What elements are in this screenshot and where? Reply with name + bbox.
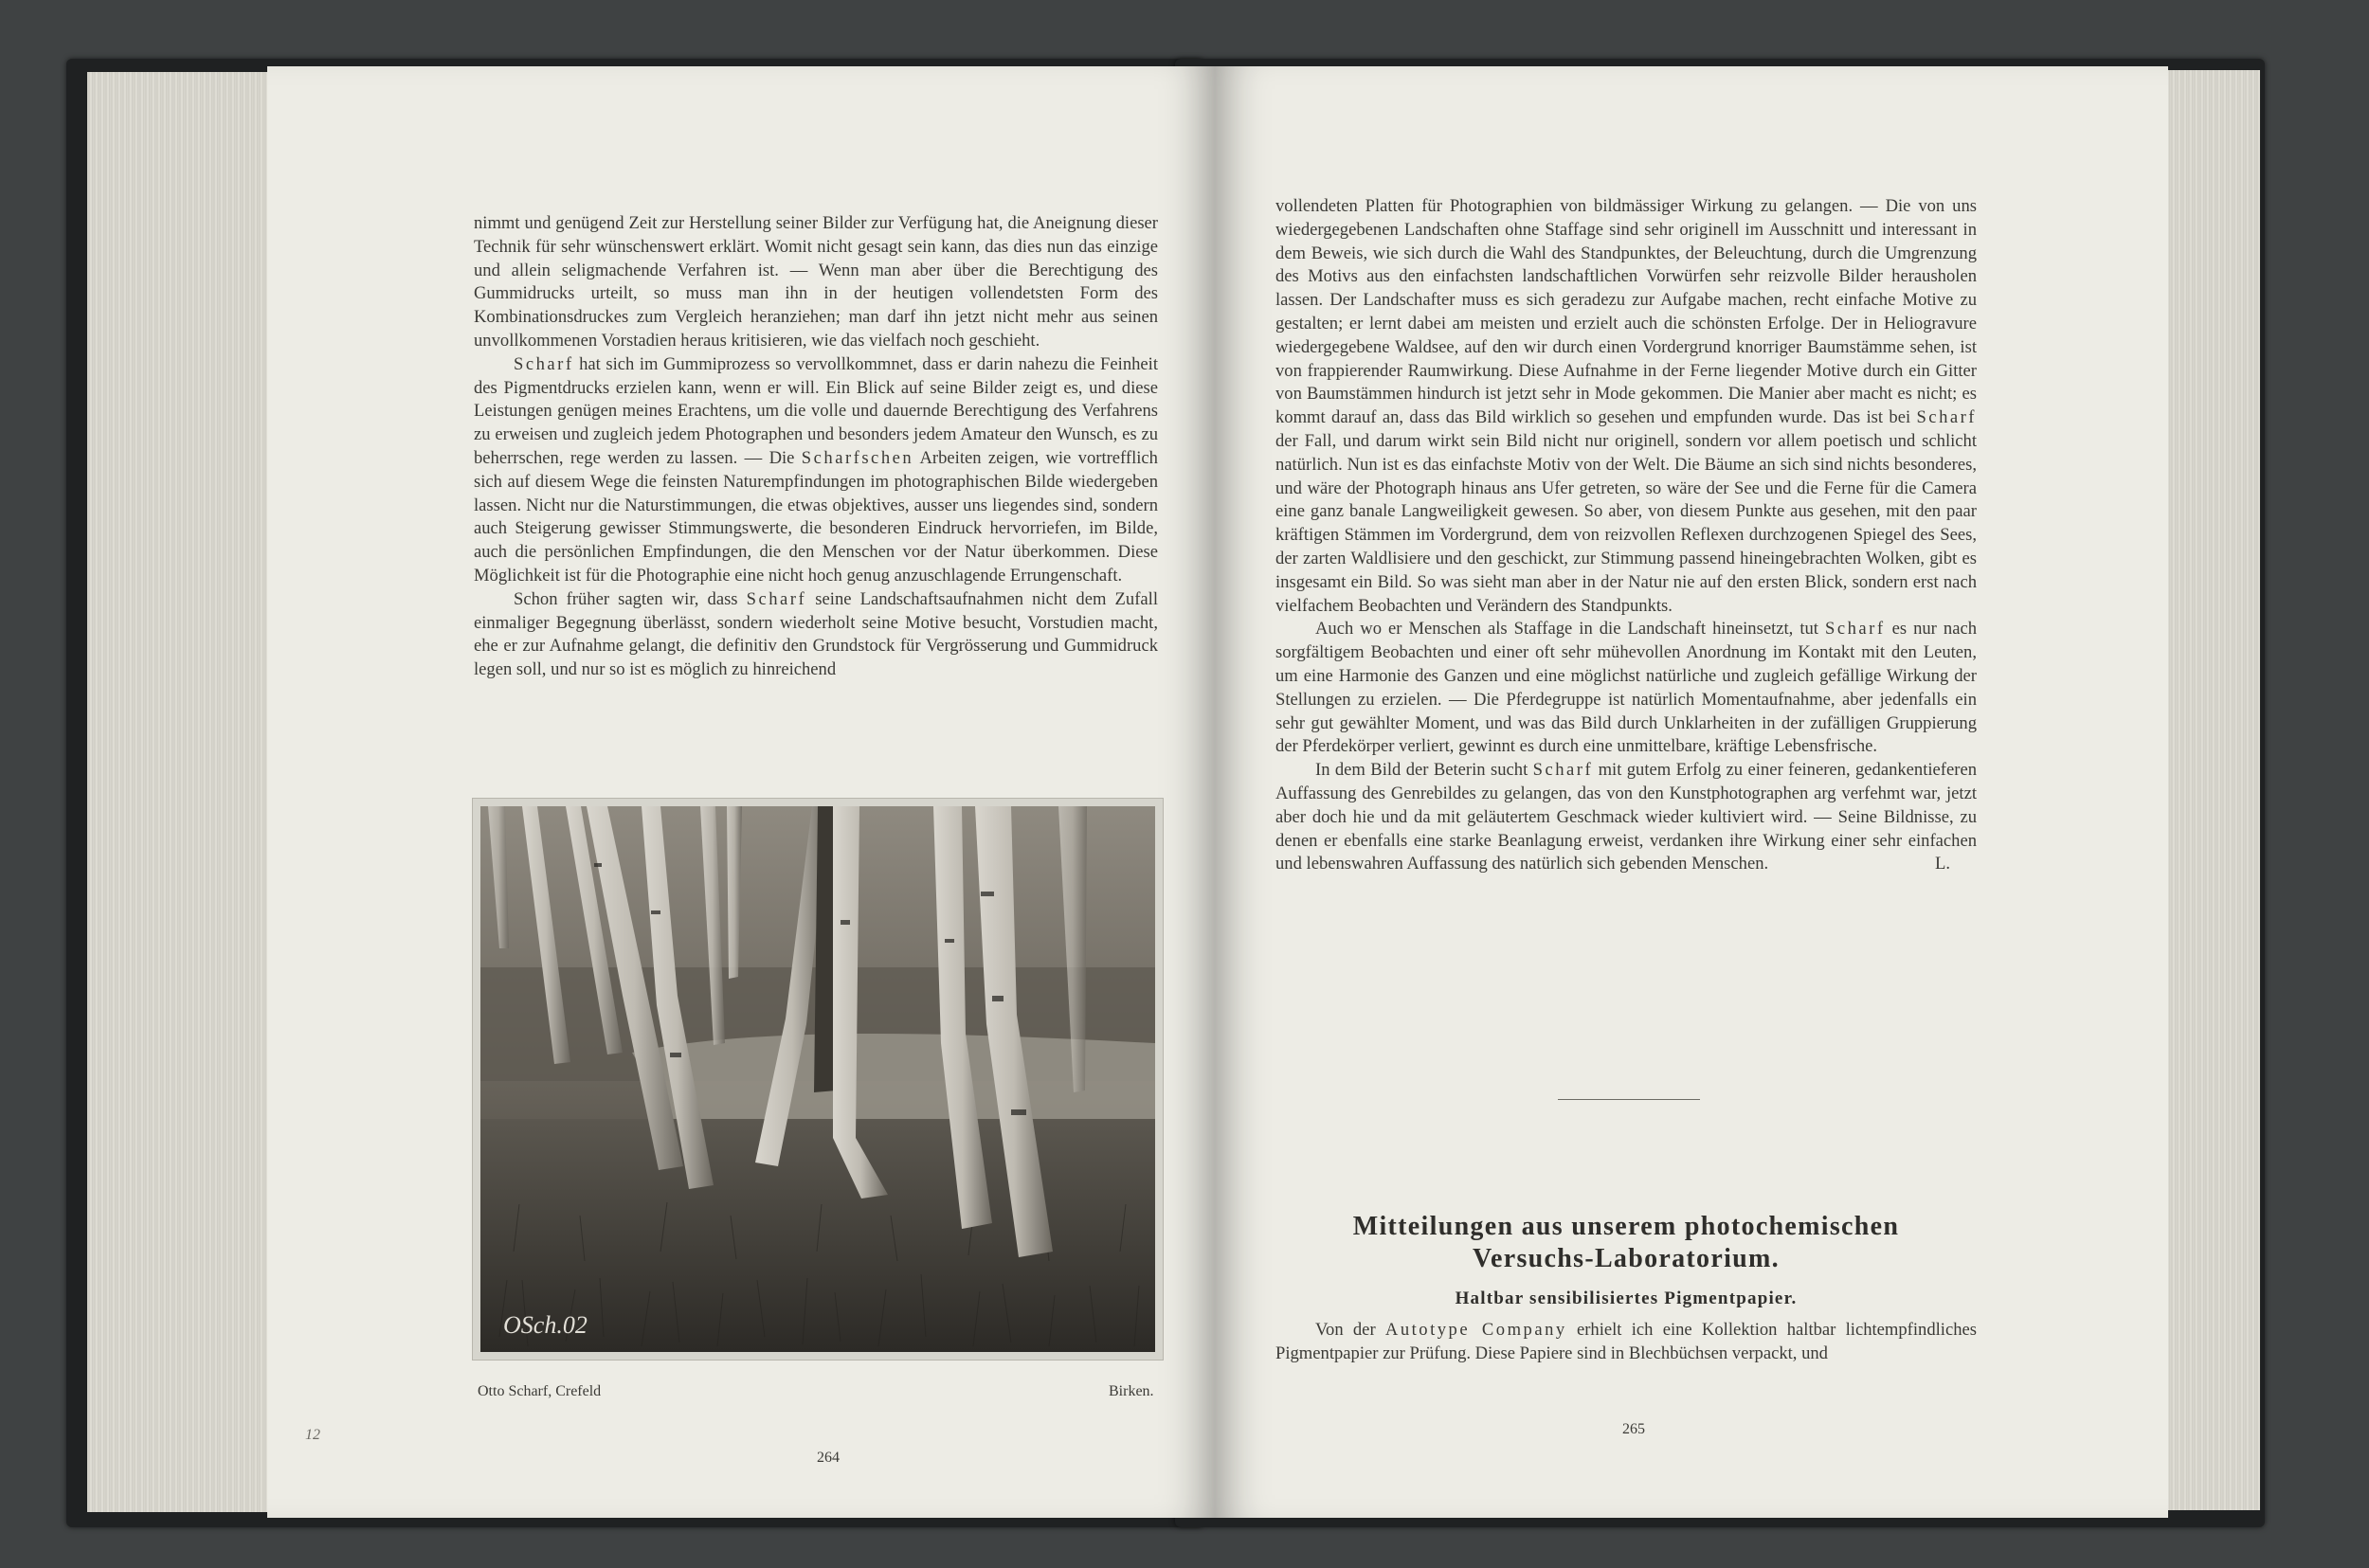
right-paragraph-4: Von der Autotype Company erhielt ich eine Kollektion haltbar lichtempfindliches Pigmentpapier zur Prüfung. Diese Papiere sind in Blechbüchsen verpackt, und xyxy=(1275,1320,1977,1363)
right-text-block xyxy=(1275,195,1977,876)
edge-marker: 12 xyxy=(305,1427,320,1443)
name-scharf: Scharf xyxy=(1825,619,1886,640)
subheading: Haltbar sensibilisiertes Pigmentpapier. xyxy=(1455,1289,1798,1308)
left-text-block xyxy=(474,212,1158,682)
left-paragraph-1: nimmt und genügend Zeit zur Herstellung seiner Bilder zur Verfügung hat, die Aneignung dieser Technik für sehr wünschenswert erklärt. Womit nicht gesagt sein kann, das dies nun das einzige und allein seligmachende Verfahren ist. — Wenn man aber über die Berechtigung des Gummidrucks urteilt, so muss man ihn in der heutigen vollendetsten Form des Kombinationsdruckes zum Vergleich heranziehen; man darf ihn jetzt nicht mehr aus seinen unvollkommenen Vorstadien heraus kritisieren, wie das vielfach noch geschieht. xyxy=(474,213,1158,351)
name-scharf: Scharf xyxy=(1916,407,1977,428)
right-bottom-text xyxy=(1275,1319,1977,1366)
author-signature: L. xyxy=(1934,854,1950,874)
caption-title: Birken. xyxy=(1109,1383,1154,1399)
left-paragraph-2: Scharf hat sich im Gummiprozess so vervollkommnet, dass er darin nahezu die Feinheit des Pigmentdrucks erzielen kann, wenn er will. Ein Blick auf seine Bilder zeigt es, und diese Leistungen genügen meines Erachtens, um die volle und dauernde Berechtigung des Verfahrens zu erweisen und zugleich jedem Photographen und besonders jedem Amateur den Wunsch, es zu beherrschen, rege werden zu lassen. — Die Scharfschen Arbeiten zeigen, wie vortrefflich sich auf diesem Wege die feinsten Naturempfindungen im photographischen Bilde wiedergeben lassen. Nicht nur die Naturstimmungen, die etwas objektives, ausser uns liegendes sind, sondern auch Steigerung gewisser Stimmungswerte, die besonderen Eindruck hervorriefen, im Bilde, auch die persönlichen Empfindungen, die den Menschen vor der Natur überkommen. Diese Möglichkeit ist für die Photographie eine nicht hoch genug anzuschlagende Errungenschaft. xyxy=(474,353,1158,586)
page-number-left: 264 xyxy=(817,1450,840,1466)
left-paragraph-3: Schon früher sagten wir, dass Scharf seine Landschaftsaufnahmen nicht dem Zufall einmaliger Begegnung überlässt, sondern wiederholt seine Motive besucht, Vorstudien macht, ehe er zur Aufnahme gelangt, die definitiv den Grundstock für Vergrösserung und Gummidruck legen soll, und nur so ist es möglich zu hinreichend xyxy=(474,588,1158,680)
right-paragraph-3: In dem Bild der Beterin sucht Scharf mit gutem Erfolg zu einer feineren, gedankentieferen Auffassung des Genrebildes zu gelangen, das von den Kunstphotographen arg verfehmt war, jetzt aber doch hie und da mit geläutertem Geschmack wieder kultiviert wird. — Seine Bildnisse, zu denen er ebenfalls eine starke Beanlagung erweist, verdanken ihre Wirkung einer sehr einfachen und lebenswahren Auffassung des natürlich sich gebenden Menschen. L. xyxy=(1275,759,1977,876)
photo-birken xyxy=(472,798,1164,1361)
birch-photograph xyxy=(480,806,1155,1352)
photo-signature: OSch.02 xyxy=(503,1311,588,1339)
name-scharf: Scharf xyxy=(1532,760,1594,781)
section-heading: Mitteilungen aus unserem photochemischen Versuchs-Laboratorium. xyxy=(1352,1212,1900,1273)
name-scharf: Scharf xyxy=(514,353,574,374)
left-page xyxy=(267,66,1215,1518)
section-divider xyxy=(1558,1099,1700,1100)
caption-photographer: Otto Scharf, Crefeld xyxy=(478,1383,602,1399)
page-edges-left xyxy=(87,72,277,1512)
page-number-right: 265 xyxy=(1622,1421,1645,1437)
right-paragraph-2: Auch wo er Menschen als Staffage in die Landschaft hineinsetzt, tut Scharf es nur nach sorgfältigem Beobachten und einer oft sehr mühevollen Anordnung im Kontakt mit den Leuten, um eine Harmonie des Ganzen und eine möglichst natürliche und zugleich gefällige Wirkung der Stellungen zu erzielen. — Die Pferdegruppe ist natürlich Momentaufnahme, aber jedenfalls ein sehr gut gewählter Moment, und was das Bild durch Unklarheiten in der zufälligen Gruppierung der Pferdekörper verliert, gewinnt es durch eine unmittelbare, kräftige Lebensfrische. xyxy=(1275,619,1977,757)
name-scharf: Scharf xyxy=(746,588,807,609)
right-page xyxy=(1215,66,2168,1518)
name-autotype-company: Autotype Company xyxy=(1384,1320,1567,1340)
right-paragraph-1: vollendeten Platten für Photographien von bildmässiger Wirkung zu gelangen. — Die von uns wiedergegebenen Landschaften ohne Staffage sind sehr originell im Ausschnitt und interessant in dem Beweis, wie sich durch die Wahl des Standpunktes, der Beleuchtung, durch die Umgrenzung des Motivs aus den einfachsten landschaftlichen Vorwürfen sehr reizvolle Bilder herausholen lassen. Der Landschafter muss es sich geradezu zur Aufgabe machen, recht einfache Motive zu gestalten; er lernt dabei am meisten und erzielt auch die schönsten Erfolge. Der in Heliogravure wiedergegebene Waldsee, auf den wir durch einen Vordergrund knorriger Baumstämme sehen, ist von frappierender Raumwirkung. Diese Aufnahme in der Ferne liegender Motive durch ein Gitter von Baumstämmen hindurch ist jetzt sehr in Mode gekommen. Die Manier aber macht es nicht; es kommt darauf an, dass das Bild wirklich so gesehen und empfunden wurde. Das ist bei Scharf der Fall, und darum wirkt sein Bild nicht nur originell, sondern vor allem poetisch und schlicht natürlich. Nun ist es das einfachste Motiv von der Welt. Die Bäume an sich sind nichts besonderes, und wäre der Photograph hinaus ans Ufer getreten, so wäre der See und die Ferne für die Camera eine ganz banale Langweiligkeit gewesen. So aber, von diesem Punkte aus gesehen, mit den paar kräftigen Stämmen im Vordergrund, dem von reizvollen Reflexen durchzogenen Spiegel des Sees, der zarten Waldlisiere und den geschickt, zur Stimmung passend hineingebrachten Wolken, gibt es insgesamt ein Bild. So was sieht man aber in der Natur nie auf den ersten Blick, sondern erst nach vielfachem Beobachten und Verändern des Standpunkts. xyxy=(1275,196,1977,616)
name-scharfschen: Scharfschen xyxy=(801,447,914,468)
